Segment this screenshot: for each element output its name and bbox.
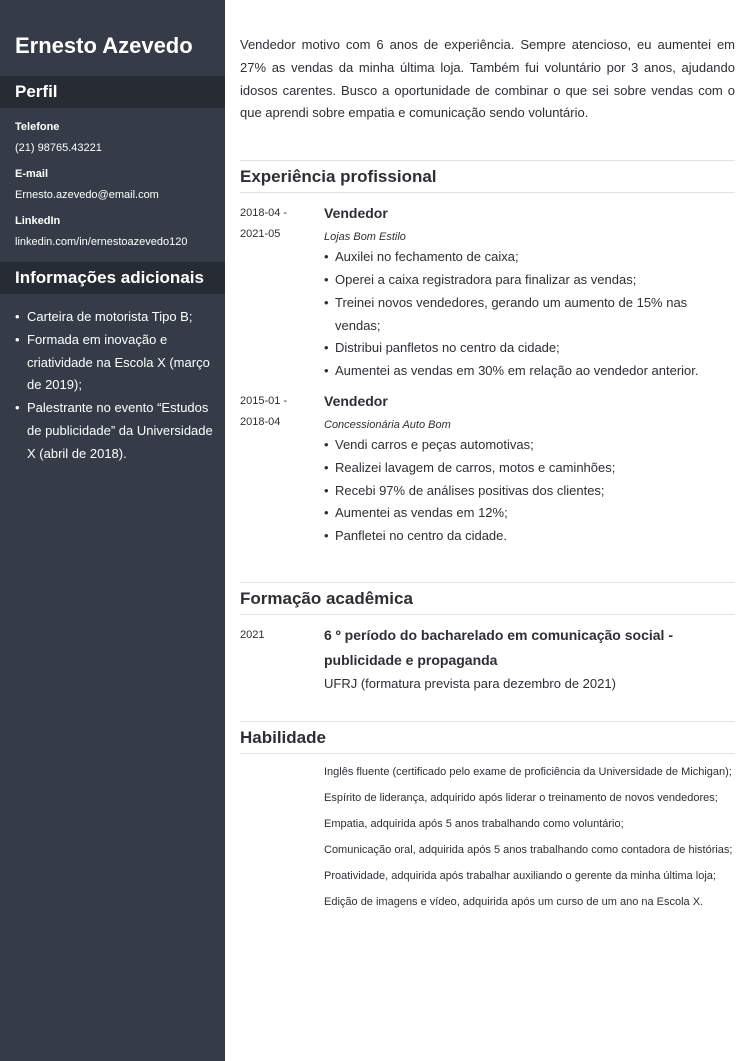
education-details <box>324 623 735 695</box>
list-item: • Operei a caixa registradora para finalizar as vendas; <box>324 269 735 292</box>
phone-value: (21) 98765.43221 <box>15 142 102 154</box>
profile-heading: Perfil <box>0 76 225 108</box>
job-date-start: 2018-04 - <box>240 207 288 220</box>
skills-title: Habilidade <box>240 722 735 754</box>
list-item: • Carteira de motorista Tipo B; <box>15 306 213 329</box>
list-item: • Aumentei as vendas em 12%; <box>324 502 735 525</box>
list-item: • Treinei novos vendedores, gerando um aumento de 15% nas vendas; <box>324 292 735 338</box>
contact-info <box>0 108 225 262</box>
list-item: • Formada em inovação e criatividade na Escola X (março de 2019); <box>15 329 213 397</box>
linkedin-value: linkedin.com/in/ernestoazevedo120 <box>15 236 188 248</box>
list-item: • Vendi carros e peças automotivas; <box>324 434 735 457</box>
main-content <box>240 0 735 918</box>
experience-section <box>240 160 735 548</box>
education-year: 2021 <box>240 628 265 641</box>
skill-item: Inglês fluente (certificado pelo exame de proficiência da Universidade de Michigan); <box>324 765 732 778</box>
education-degree: 6 º período do bacharelado em comunicação social - publicidade e propaganda <box>324 626 673 668</box>
list-item: • Distribui panfletos no centro da cidade; <box>324 337 735 360</box>
candidate-name: Ernesto Azevedo <box>15 33 193 58</box>
phone-label: Telefone <box>15 121 60 133</box>
job-dates <box>240 391 324 548</box>
job-date-end: 2018-04 <box>240 415 281 428</box>
list-item: • Panfletei no centro da cidade. <box>324 525 735 548</box>
skills-section <box>240 721 735 912</box>
job-dates <box>240 203 324 383</box>
education-section <box>240 582 735 695</box>
job-date-start: 2015-01 - <box>240 394 288 407</box>
job-entry <box>240 391 735 548</box>
list-item: • Realizei lavagem de carros, motos e caminhões; <box>324 457 735 480</box>
email-value: Ernesto.azevedo@email.com <box>15 189 159 201</box>
skill-item: Proatividade, adquirida após trabalhar auxiliando o gerente da minha última loja; <box>324 869 716 882</box>
additional-info-list <box>0 294 225 466</box>
education-title: Formação acadêmica <box>240 583 735 615</box>
skill-item: Espírito de liderança, adquirido após liderar o treinamento de novos vendedores; <box>324 791 718 804</box>
skills-list <box>240 762 735 912</box>
job-company: Lojas Bom Estilo <box>324 231 406 244</box>
sidebar <box>0 0 225 1061</box>
job-role: Vendedor <box>324 392 388 409</box>
education-school: UFRJ (formatura prevista para dezembro de 2021) <box>324 675 616 691</box>
skill-item: Edição de imagens e vídeo, adquirida após um curso de um ano na Escola X. <box>324 895 704 908</box>
job-company: Concessionária Auto Bom <box>324 418 451 431</box>
job-details <box>324 391 735 548</box>
job-entry <box>240 203 735 383</box>
job-date-end: 2021-05 <box>240 228 281 241</box>
additional-info-heading: Informações adicionais <box>0 262 225 294</box>
list-item: • Auxilei no fechamento de caixa; <box>324 246 735 269</box>
experience-title: Experiência profissional <box>240 161 735 193</box>
list-item: • Aumentei as vendas em 30% em relação ao vendedor anterior. <box>324 360 735 383</box>
linkedin-label: LinkedIn <box>15 215 61 227</box>
job-details <box>324 203 735 383</box>
list-item: • Recebi 97% de análises positivas dos clientes; <box>324 480 735 503</box>
education-entry <box>240 623 735 695</box>
job-bullets <box>324 434 735 548</box>
job-bullets <box>324 246 735 383</box>
summary-text: Vendedor motivo com 6 anos de experiência. Sempre atencioso, eu aumentei em 27% as vendas da minha última loja. Também fui voluntário por 3 anos, ajudando idosos carentes. Busco a oportunidade de combinar o que sei sobre vendas com o que aprendi sobre empatia e comunicação sendo voluntário. <box>240 37 735 121</box>
email-label: E-mail <box>15 168 49 180</box>
list-item: • Palestrante no evento “Estudos de publicidade” da Universidade X (abril de 2018). <box>15 397 213 465</box>
skill-item: Comunicação oral, adquirida após 5 anos trabalhando como contadora de histórias; <box>324 843 733 856</box>
skill-item: Empatia, adquirida após 5 anos trabalhando como voluntário; <box>324 817 624 830</box>
job-role: Vendedor <box>324 205 388 222</box>
